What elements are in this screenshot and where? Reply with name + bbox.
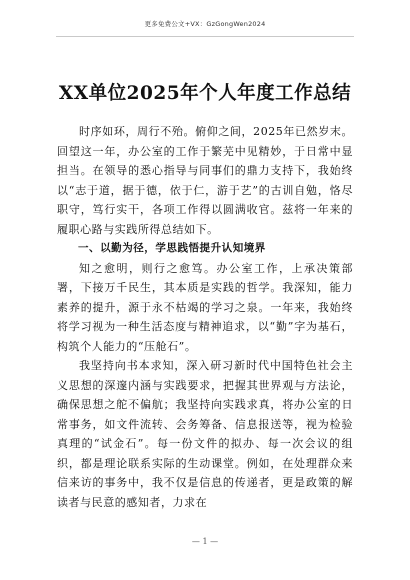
section-heading: 一、以勤为径，学思践悟提升认知境界 [78, 242, 266, 254]
header-divider [56, 36, 354, 37]
intro-paragraph: 时序如环，周行不殆。俯仰之间，2025年已然岁末。回望这一年，办公室的工作于繁芜中见精妙，于日常中显担当。在领导的悉心指导与同事们的鼎力支持下，我始终以“志于道，据于德，依于仁，游于艺”的古训自勉，恪尽职守，笃行实干，各项工作得以圆满收官。兹将一年来的履职心路与实践所得总结如下。 [57, 125, 353, 236]
body-paragraph: 我坚持向书本求知，深入研习新时代中国特色社会主义思想的深邃内涵与实践要求，把握其世界观与方法论，确保思想之舵不偏航；我坚持向实践求真，将办公室的日常事务，如文件流转、会务筹备、信息报送等，视为检验真理的“试金石”。每一份文件的拟办、每一次会议的组织，都是理论联系实际的生动课堂。例如，在处理群众来信来访的事务中，我不仅是信息的传递者，更是政策的解读者与民意的感知者，力求在 [57, 359, 353, 509]
header-note: 更多免费公文+VX：GzGongWen2024 [144, 20, 266, 28]
document-body [57, 122, 353, 512]
body-paragraph: 知之愈明，则行之愈笃。办公室工作，上承决策部署，下接万千民生，其本质是实践的哲学。我深知，能力素养的提升，源于永不枯竭的学习之泉。一年来，我始终将学习视为一种生活态度与精神追求，以“勤”字为基石，构筑个人能力的“压舱石”。 [57, 261, 353, 353]
document-title: XX单位2025年个人年度工作总结 [58, 83, 352, 104]
page-number: — 1 — [191, 537, 219, 546]
